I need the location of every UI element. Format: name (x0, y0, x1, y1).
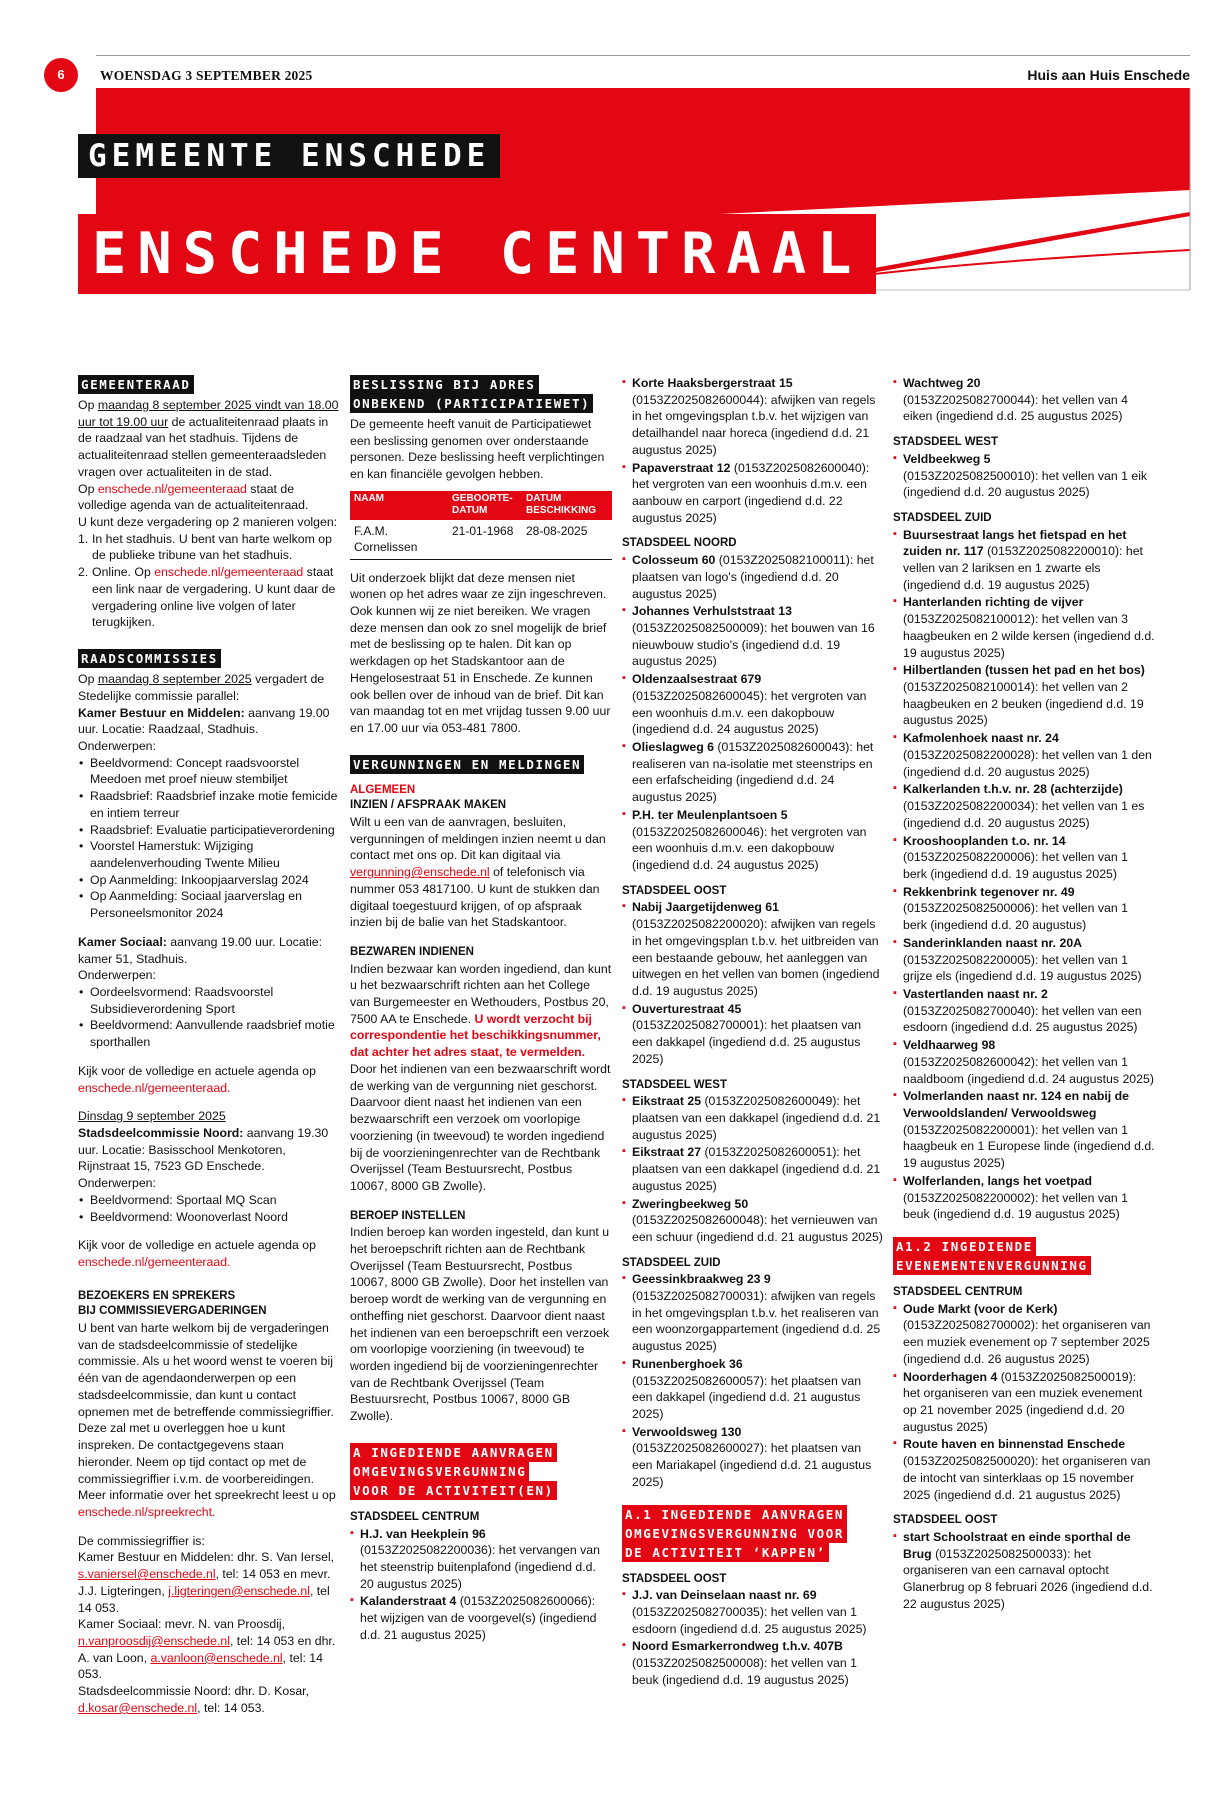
area-heading: STADSDEEL OOST (893, 1514, 998, 1527)
issue-date: WOENSDAG 3 SEPTEMBER 2025 (100, 68, 313, 83)
email-link[interactable]: d.kosar@enschede.nl (78, 1700, 198, 1715)
list-item (622, 1144, 884, 1194)
item-text: (0153Z2025082200028): het vellen van 1 den (ingediend d.d. 20 augustus 2025) (903, 747, 1152, 779)
kamer-bestuur (78, 705, 340, 738)
list-item (350, 1526, 612, 1593)
text: , tel 14 053. (78, 1583, 330, 1615)
table-cell: F.A.M. Cornelissen (350, 520, 448, 559)
address: Hilbertlanden (tussen het pad en het bos) (903, 663, 1145, 678)
list-item (78, 564, 340, 631)
section-a-continued (622, 375, 884, 1491)
address: Oldenzaalsestraat 679 (632, 672, 762, 687)
address: Veldhaarweg 98 (903, 1038, 996, 1053)
gemeenteraad-section (78, 375, 340, 631)
address: Runenberghoek 36 (632, 1356, 743, 1371)
address: Oude Markt (voor de Kerk) (903, 1301, 1058, 1316)
section-heading: A1.2 INGEDIENDE (893, 1237, 1036, 1256)
item-text: (0153Z2025082100012): het vellen van 3 haagbeuken en 2 wilde kersen (ingediend d.d. 19 augustus 2025) (903, 612, 1155, 660)
text: Op (78, 672, 98, 687)
address: Zweringbeekweg 50 (632, 1196, 749, 1211)
address: H.J. van Heekplein 96 (360, 1526, 486, 1541)
text: Op (78, 398, 98, 412)
intro (78, 671, 340, 704)
email-link[interactable]: s.vaniersel@enschede.nl (78, 1567, 216, 1582)
list-item (893, 594, 1155, 661)
beslissing-table (350, 491, 612, 560)
list-item (622, 460, 884, 527)
text: Door het indienen van een bezwaarschrift wordt de werking van de vergunning niet geschorst. Daarvoor dient naast het indienen van een bezwaarschrift een verzoek om voorlopige voorziening (in tweevoud) te worden ingediend bij de voorzieningenrechter van de Rechtbank Overijssel (Team Bestuursrecht, Postbus 10067, 8000 GB Zwolle). (350, 1061, 611, 1193)
list-item (622, 603, 884, 670)
item-text: (0153Z2025082200006): het vellen van 1 berk (ingediend d.d. 19 augustus 2025) (903, 850, 1128, 881)
address: Kalanderstraat 4 (360, 1594, 457, 1609)
text: of telefonisch via nummer 053 4817100. U kunt de stukken dan digitaal toegestuurd krijgen, of op afspraak inzien bij de balie van het Stadskantoor. (350, 865, 600, 930)
list-item: • Voorstel Hamerstuk: Wijziging aandelenverhouding Twente Milieu (78, 838, 340, 871)
vergunning-email-link[interactable]: vergunning@enschede.nl (350, 865, 490, 880)
address: Kalkerlanden t.h.v. nr. 28 (achterzijde) (903, 782, 1123, 797)
list-item (622, 1196, 884, 1246)
item-text: (0153Z2025082600045): het vergroten van een woonhuis d.m.v. een dakopbouw (ingediend d.d. 24 augustus 2025) (632, 688, 867, 737)
beslissing-heading: BESLISSING BIJ ADRES (350, 375, 539, 394)
item-text: (0153Z2025082200005): het vellen van 1 grijze els (ingediend d.d. 19 augustus 2025) (903, 952, 1142, 984)
item-text: (0153Z2025082500033): het organiseren van een carnaval optocht Glanerbrug op 8 februari 2026 (ingediend d.d. 22 augustus 2025) (903, 1546, 1153, 1611)
section-heading: OMGEVINGSVERGUNNING VOOR (622, 1524, 847, 1543)
list-item: • Beeldvormend: Sportaal MQ Scan (78, 1192, 340, 1209)
inzien-text (350, 814, 612, 931)
list-item: • Raadsbrief: Evaluatie participatieverordening (78, 822, 340, 839)
beroep-subheading: BEROEP INSTELLEN (350, 1209, 466, 1222)
label: Stadsdeelcommissie Noord: (78, 1126, 244, 1141)
gemeenteraad-link[interactable]: enschede.nl/gemeenteraad (97, 481, 247, 496)
list-item (622, 807, 884, 874)
bezoekers-text (78, 1320, 340, 1521)
table-header: GEBOORTE- DATUM (448, 491, 522, 520)
item-text: (0153Z2025082600049): het plaatsen van een dakkapel (ingediend d.d. 21 augustus 2025) (632, 1094, 881, 1142)
area-heading: STADSDEEL OOST (622, 1572, 727, 1585)
list-item (893, 935, 1155, 985)
text: aanvang 19.30 uur. Locatie: Basisschool Menkotoren, Rijnstraat 15, 7523 GD Enschede. (78, 1126, 329, 1174)
list-item (893, 884, 1155, 934)
list-text: In het stadhuis. U bent van harte welkom op de publieke tribune van het stadhuis. (92, 531, 332, 563)
item-text: (0153Z2025082700040): het vellen van een esdoorn (ingediend d.d. 25 augustus 2025) (903, 1003, 1142, 1035)
list-item: • Beeldvormend: Aanvullende raadsbrief motie sporthallen (78, 1017, 340, 1050)
item-text: (0153Z2025082700031): afwijken van regels in het omgevingsplan t.b.v. het realiseren van een woonzorgappartement (ingediend d.d. 25 augustus 2025) (632, 1289, 881, 1354)
list-text: Online. Op (92, 565, 155, 580)
section-a12 (893, 1237, 1155, 1612)
email-link[interactable]: j.ligteringen@enschede.nl (168, 1583, 310, 1598)
stadsdeel-noord (78, 1125, 340, 1175)
item-text: (0153Z2025082700001): het plaatsen van een dakkapel (ingediend d.d. 25 augustus 2025) (632, 1018, 862, 1066)
item-text: (0153Z2025082200020): afwijken van regels in het omgevingsplan t.b.v. het uitbreiden van een bestaande gebouw, het aanleggen van uitwegen en het vellen van bomen (ingediend d.d. 19 augustus 2025) (632, 917, 880, 998)
gemeenteraad-intro (78, 397, 340, 481)
text: Kijk voor de volledige en actuele agenda op (78, 1238, 316, 1253)
bezoekers-section (78, 1289, 340, 1717)
text: Indien bezwaar kan worden ingediend, dan kunt u het bezwaarschrift richten aan het College van Burgemeester en Wethouders, Postbus 20, 7500 AA te Enschede. (350, 961, 612, 1026)
text: Kamer Sociaal: mevr. N. van Proosdij, (78, 1617, 286, 1632)
list-item (893, 1173, 1155, 1223)
column-4 (893, 375, 1155, 1614)
area-heading: STADSDEEL ZUID (893, 511, 992, 524)
subheading: BEZOEKERS EN SPREKERS (78, 1289, 236, 1302)
item-text: (0153Z2025082200002): het vellen van 1 beuk (ingediend d.d. 19 augustus 2025) (903, 1190, 1128, 1222)
item-text: (0153Z2025082700002): het organiseren van een muziek evenement op 7 september 2025 (ingediend d.d. 26 augustus 2025) (903, 1318, 1151, 1366)
list-item (622, 1356, 884, 1423)
address: Sanderinklanden naast nr. 20A (903, 935, 1083, 950)
address: Colosseum 60 (632, 553, 716, 568)
address: Eikstraat 27 (632, 1145, 702, 1160)
item-text: (0153Z2025082600040): het vergroten van een woonhuis d.m.v. een aanbouw en carport (ingediend d.d. 22 augustus 2025) (632, 460, 870, 525)
beslissing-heading: ONBEKEND (PARTICIPATIEWET) (350, 394, 593, 413)
date-dinsdag: Dinsdag 9 september 2025 (78, 1109, 226, 1124)
label: Kamer Bestuur en Middelen: (78, 705, 245, 720)
list-item: • Op Aanmelding: Sociaal jaarverslag en Personeelsmonitor 2024 (78, 888, 340, 921)
list-item (893, 1436, 1155, 1503)
subheading: BIJ COMMISSIEVERGADERINGEN (78, 1305, 267, 1318)
table-header: NAAM (350, 491, 448, 520)
address: Hanterlanden richting de vijver (903, 595, 1084, 610)
list-text: staat een link naar de vergadering. U kunt daar de vergadering online live volgen of later terugkijken. (92, 565, 336, 630)
list-item (893, 1529, 1155, 1613)
vergunningen-section (350, 755, 612, 1425)
list-item (893, 1301, 1155, 1368)
follow-text: U kunt deze vergadering op 2 manieren volgen: (78, 515, 338, 530)
griffier-sn (78, 1683, 340, 1716)
text: , tel: 14 053 en dhr. A. van Loon, (78, 1633, 336, 1665)
text: , tel: 14 053. (78, 1650, 323, 1682)
address: Kafmolenhoek naast nr. 24 (903, 731, 1059, 746)
beroep-text: Indien beroep kan worden ingesteld, dan kunt u het beroepschrift richten aan de Rechtbank Overijssel (Team Bestuursrecht, Postbus 10067, 8000 GB Zwolle). Door het instellen van beroep wordt de werking van de vergunning en ontheffing niet geschorst. Daarvoor dient naast het indienen van een beroepschrift een verzoek om voorlopige voorziening (in tweevoud) te worden ingediend bij de voorzieningenrechter van de Rechtbank Overijssel (Team Bestuursrecht, Postbus 10067, 8000 GB Zwolle). (350, 1225, 610, 1424)
address: start Schoolstraat en einde sporthal de Brug (903, 1529, 1131, 1561)
list-item (622, 1638, 884, 1688)
email-link[interactable]: a.vanloon@enschede.nl (150, 1650, 283, 1665)
column-1 (78, 375, 340, 1717)
address: Wolferlanden, langs het voetpad (903, 1173, 1093, 1188)
address: Olieslagweg 6 (632, 740, 715, 754)
address: Noord Esmarkerrondweg t.h.v. 407B (632, 1639, 843, 1654)
address: Verwooldsweg 130 (632, 1424, 742, 1439)
text: Op (78, 481, 98, 496)
list-item (78, 531, 340, 564)
item-text: (0153Z2025082600048): het vernieuwen van een schuur (ingediend d.d. 21 augustus 2025) (632, 1213, 883, 1244)
bezwaren-subheading: BEZWAREN INDIENEN (350, 945, 474, 958)
gemeenteraad-link[interactable]: enschede.nl/gemeenteraad (154, 565, 304, 580)
item-text: (0153Z2025082700044): het vellen van 4 eiken (ingediend d.d. 25 augustus 2025) (903, 392, 1128, 424)
section-heading: OMGEVINGSVERGUNNING (350, 1462, 529, 1481)
vergunningen-heading: VERGUNNINGEN EN MELDINGEN (350, 755, 584, 774)
item-text: (0153Z2025082200036): het vervangen van het steenstrip buitenplafond (ingediend d.d. 20 augustus 2025) (360, 1543, 600, 1591)
address: Korte Haaksbergerstraat 15 (632, 376, 793, 390)
item-text: (0153Z2025082600051): het plaatsen van een dakkapel (ingediend d.d. 21 augustus 2025) (632, 1145, 881, 1193)
item-text: (0153Z2025082100014): het vellen van 2 haagbeuken en 2 beuken (ingediend d.d. 19 augustus 2025) (903, 680, 1144, 728)
table-cell: 28-08-2025 (522, 520, 612, 559)
item-text: (0153Z2025082200010): het vellen van 2 lariksen en 1 zwarte els (ingediend d.d. 19 augustus 2025) (903, 544, 1143, 592)
text: Wilt u een van de aanvragen, besluiten, vergunningen of meldingen inzien neemt u dan contact met ons op. Dit kan digitaal via (350, 814, 606, 863)
item-text: (0153Z2025082100011): het plaatsen van logo's (ingediend d.d. 20 augustus 2025) (632, 553, 874, 601)
item-text: (0153Z2025082600043): het realiseren van na-isolatie met steenstrips en een erfafscheiding (ingediend d.d. 24 augustus 2025) (632, 740, 874, 805)
gemeenteraad-link[interactable]: enschede.nl/gemeenteraad. (78, 1080, 231, 1095)
area-heading: STADSDEEL CENTRUM (350, 1510, 480, 1523)
text: U bent van harte welkom bij de vergaderingen van de stadsdeelcommissie of stedelijke commissie. Als u het woord wenst te voeren bij één van de agendaonderwerpen op een stadsdeelcommissie, dan kunt u contact opnemen met de betreffende commissiegriffier. Deze zal met u overleggen hoe u kunt inspreken. De contactgegevens staan hieronder. Neem op tijd contact op met de commissiegriffier i.v.m. de voorbereidingen. Meer informatie over het spreekrecht leest u op (78, 1321, 336, 1503)
section-a1 (622, 1505, 884, 1689)
address: Vastertlanden naast nr. 2 (903, 986, 1048, 1001)
beslissing-body: Uit onderzoek blijkt dat deze mensen niet wonen op het adres waar ze zijn ingeschreven. Ook kunnen wij ze niet bereiken. We vragen deze mensen dan ook zo snel mogelijk de brief met de beslissing op te halen. Dit kan op werkdagen op het Stadskantoor aan de Hengelosestraat 51 in Enschede. Ze kunnen ook bellen over de inhoud van de brief. Dit kan van maandag tot en met vrijdag tussen 9.00 uur en 17.00 uur via 053-481 7800. (350, 570, 611, 735)
list-item (893, 833, 1155, 883)
address: Buursestraat langs het fietspad en het zuiden nr. 117 (903, 527, 1127, 559)
list-item (622, 1001, 884, 1068)
list-item: • Beeldvormend: Concept raadsvoorstel Meedoen met proef nieuw stembiljet (78, 755, 340, 788)
onderwerpen-label: Onderwerpen: (78, 738, 156, 753)
list-item: • Beeldvormend: Woonoverlast Noord (78, 1209, 340, 1226)
text: Kamer Bestuur en Middelen: dhr. S. Van Iersel, (78, 1550, 335, 1565)
agenda-note (78, 1237, 340, 1270)
item-text: (0153Z2025082500020): het organiseren van de intocht van sinterklaas op 15 november 2025 (ingediend d.d. 21 augustus 2025) (903, 1454, 1151, 1502)
list-item (893, 662, 1155, 729)
area-heading: STADSDEEL NOORD (622, 537, 737, 550)
raadscommissies-section (78, 649, 340, 1271)
address: Johannes Verhulststraat 13 (632, 604, 792, 619)
list-number: 1. (78, 531, 89, 546)
address: P.H. ter Meulenplantsoen 5 (632, 807, 788, 822)
text: aanvang 19.00 uur. Locatie: Raadzaal, Stadhuis. (78, 705, 330, 737)
section-heading: A.1 INGEDIENDE AANVRAGEN (622, 1505, 847, 1524)
onderwerpen-label: Onderwerpen: (78, 968, 156, 983)
list-item (893, 730, 1155, 780)
list-item (622, 1424, 884, 1491)
bezwaren-text (350, 961, 612, 1195)
page-number: 6 (44, 58, 78, 92)
area-heading: STADSDEEL CENTRUM (893, 1286, 1023, 1299)
list-item (893, 375, 1155, 425)
section-heading: DE ACTIVITEIT ‘KAPPEN’ (622, 1543, 829, 1562)
meeting-time: maandag 8 september 2025 vindt van 18.00 uur tot 19.00 uur (78, 398, 339, 429)
text: staat de volledige agenda van de actualiteitenraad. (78, 481, 309, 513)
griffier-kbm (78, 1549, 340, 1616)
list-item (350, 1593, 612, 1643)
address: Veldbeekweg 5 (903, 451, 991, 466)
label: Kamer Sociaal: (78, 934, 167, 949)
section-heading: A INGEDIENDE AANVRAGEN (350, 1443, 557, 1462)
newspaper-name: Huis aan Huis Enschede (1027, 67, 1190, 83)
list-item (622, 1587, 884, 1637)
list-item (893, 451, 1155, 501)
list-item (622, 1271, 884, 1355)
list-item (622, 739, 884, 806)
text: , tel: 14 053. (197, 1700, 265, 1715)
list-number: 2. (78, 565, 89, 580)
text: Kijk voor de volledige en actuele agenda op (78, 1063, 316, 1078)
item-text: (0153Z2025082600044): afwijken van regels in het omgevingsplan t.b.v. het wijzigen van detailhandel naar horeca (ingediend d.d. 21 augustus 2025) (632, 392, 876, 457)
section-a1-continued (893, 375, 1155, 1223)
beslissing-section (350, 375, 612, 737)
address: J.J. van Deinselaan naast nr. 69 (632, 1588, 817, 1603)
text: Stadsdeelcommissie Noord: dhr. D. Kosar, (78, 1684, 310, 1699)
item-text: (0153Z2025082200034): het vellen van 1 es (ingediend d.d. 20 augustus 2025) (903, 799, 1145, 830)
item-text: (0153Z2025082600057): het plaatsen van een dakkapel (ingediend d.d. 21 augustus 2025) (632, 1373, 862, 1422)
table-row (350, 520, 612, 559)
address: Wachtweg 20 (903, 376, 981, 390)
text: vergadert de Stedelijke commissie parallel: (78, 672, 325, 703)
section-heading: EVENEMENTENVERGUNNING (893, 1256, 1091, 1275)
list-item (893, 527, 1155, 594)
item-text: (0153Z2025082500009): het bouwen van 16 nieuwbouw studio's (ingediend d.d. 19 augustus 2025) (632, 620, 875, 669)
list-item: • Raadsbrief: Raadsbrief inzake motie femicide en intiem terreur (78, 788, 340, 821)
item-text: (0153Z2025082600042): het vellen van 1 naaldboom (ingediend d.d. 24 augustus 2025) (903, 1054, 1154, 1086)
griffier-ks (78, 1616, 340, 1683)
table-cell: 21-01-1968 (448, 520, 522, 559)
item-text: (0153Z2025082600046): het vergroten van een woonhuis d.m.v. een dakopbouw (ingediend d.d. 24 augustus 2025) (632, 824, 867, 873)
list-item (622, 671, 884, 738)
item-text: (0153Z2025082600066): het wijzigen van de voorgevel(s) (ingediend d.d. 21 augustus 2025) (360, 1594, 597, 1642)
banner-title-gemeente: GEMEENTE ENSCHEDE (78, 134, 500, 178)
area-heading: STADSDEEL WEST (893, 436, 998, 449)
item-text: (0153Z2025082600027): het plaatsen van een Mariakapel (ingediend d.d. 21 augustus 2025) (632, 1441, 872, 1489)
address: Eikstraat 25 (632, 1094, 702, 1109)
list-item: • Op Aanmelding: Inkoopjaarverslag 2024 (78, 872, 340, 889)
list-item (622, 375, 884, 459)
text: de actualiteitenraad plaats in de raadzaal van het stadhuis. Tijdens de actualiteitenraad stellen gemeenteraadsleden vragen over actualiteiten in de stad. (78, 414, 329, 479)
column-2 (350, 375, 612, 1645)
list-item (893, 1369, 1155, 1436)
date: maandag 8 september 2025 (97, 672, 252, 687)
text: , tel: 14 053 en mevr. J.J. Ligteringen, (78, 1567, 331, 1598)
area-heading: STADSDEEL ZUID (622, 1256, 721, 1269)
list-item (893, 1088, 1155, 1172)
section-a (350, 1443, 612, 1644)
list-item: • Oordeelsvormend: Raadsvoorstel Subsidieverordening Sport (78, 984, 340, 1017)
item-text: (0153Z2025082500010): het vellen van 1 eik (ingediend d.d. 20 augustus 2025) (903, 468, 1148, 500)
address: Rekkenbrink tegenover nr. 49 (903, 884, 1075, 899)
raadscommissies-heading: RAADSCOMMISSIES (78, 649, 221, 668)
list-item (622, 1093, 884, 1143)
banner-title-centraal: ENSCHEDE CENTRAAL (78, 214, 876, 294)
notice-text: U wordt verzocht bij correspondentie het beschikkingsnummer, dat achter het adres staat, te vermelden. (350, 1011, 601, 1060)
address: Volmerlanden naast nr. 124 en nabij de Verwooldslanden/ Verwooldsweg (903, 1089, 1129, 1120)
list-item (622, 899, 884, 999)
griffier-intro: De commissiegriffier is: (78, 1533, 205, 1548)
item-text: (0153Z2025082200001): het vellen van 1 haagbeuk en 1 Europese linde (ingediend d.d. 19 augustus 2025) (903, 1122, 1155, 1171)
text: aanvang 19.00 uur. Locatie: kamer 51, Stadhuis. (78, 934, 323, 966)
address: Papaverstraat 12 (632, 460, 731, 475)
kamer-sociaal (78, 934, 340, 967)
onderwerpen-label: Onderwerpen: (78, 1176, 156, 1191)
beslissing-intro: De gemeente heeft vanuit de Participatiewet een beslissing genomen over onderstaande personen. Deze beslissing heeft verplichtingen en kan financiële gevolgen hebben. (350, 417, 605, 482)
gemeenteraad-link[interactable]: enschede.nl/gemeenteraad. (78, 1255, 231, 1270)
agenda-text (78, 481, 340, 514)
list-item (893, 986, 1155, 1036)
address: Geessinkbraakweg 23 9 (632, 1272, 771, 1287)
agenda-note (78, 1063, 340, 1096)
item-text: (0153Z2025082500008): het vellen van 1 beuk (ingediend d.d. 19 augustus 2025) (632, 1656, 857, 1687)
address: Route haven en binnenstad Enschede (903, 1437, 1126, 1452)
item-text: (0153Z2025082700035): het vellen van 1 esdoorn (ingediend d.d. 25 augustus 2025) (632, 1604, 867, 1636)
table-header: DATUM BESCHIKKING (522, 491, 612, 520)
email-link[interactable]: n.vanproosdij@enschede.nl (78, 1633, 230, 1648)
area-heading: STADSDEEL OOST (622, 884, 727, 897)
spreekrecht-link[interactable]: enschede.nl/spreekrecht. (78, 1504, 216, 1519)
inzien-subheading: INZIEN / AFSPRAAK MAKEN (350, 799, 507, 812)
gemeenteraad-heading: GEMEENTERAAD (78, 375, 194, 394)
area-heading: STADSDEEL WEST (622, 1078, 727, 1091)
list-item (622, 552, 884, 602)
column-3 (622, 375, 884, 1690)
address: Ouverturestraat 45 (632, 1001, 742, 1016)
algemeen-label: ALGEMEEN (350, 783, 416, 796)
item-text: (0153Z2025082500006): het vellen van 1 berk (ingediend d.d. 20 augustus) (903, 901, 1128, 933)
list-item (893, 781, 1155, 831)
item-text: (0153Z2025082500019): het organiseren van een muziek evenement op 21 november 2025 (ingediend d.d. 20 augustus 2025) (903, 1369, 1143, 1434)
address: Noorderhagen 4 (903, 1369, 998, 1384)
address: Nabij Jaargetijdenweg 61 (632, 900, 779, 915)
address: Krooshooplanden t.o. nr. 14 (903, 833, 1066, 848)
list-item (893, 1037, 1155, 1087)
section-heading: VOOR DE ACTIVITEIT(EN) (350, 1481, 557, 1500)
